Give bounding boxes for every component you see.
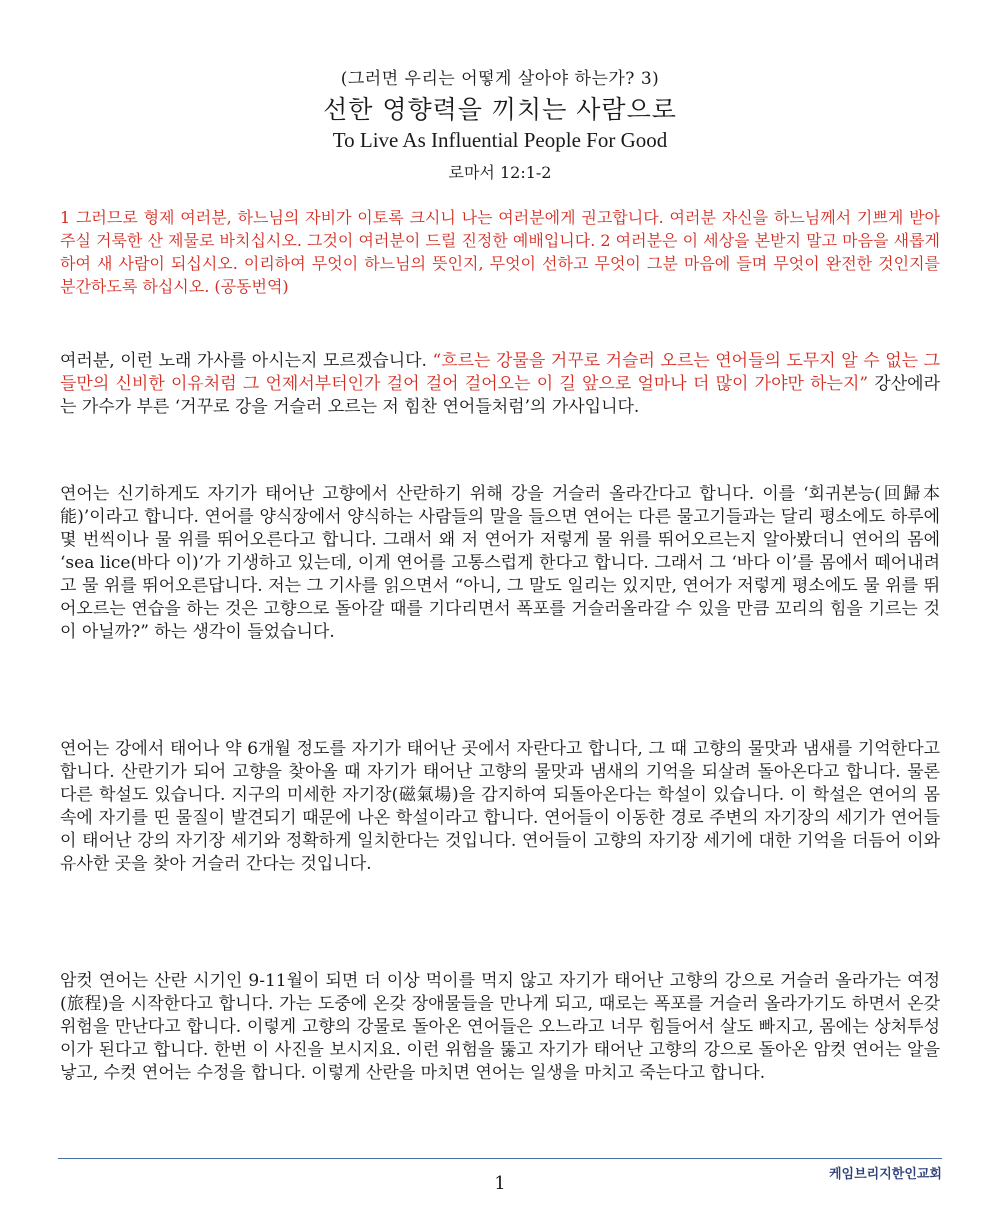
paragraph-1-end: 강산에라는 가수가 부른 ‘거꾸로 강을 거슬러 오르는 저 힘찬 연어들처럼’의 가사입니다. <box>60 374 940 417</box>
paragraph-3: 연어는 강에서 태어나 약 6개월 정도를 자기가 태어난 곳에서 자란다고 합니다, 그 때 고향의 물맛과 냄새를 기억한다고 합니다. 산란기가 되어 고향을 찾아올 때 자기가 태어난 고향의 물맛과 냄새의 기억을 되살려 돌아온다고 합니다. 물론 다른 학설도 있습니다. 지구의 미세한 자기장(磁氣場)을 감지하여 되돌아온다는 학설이 있습니다. 이 학설은 연어의 몸 속에 자기를 띤 물질이 발견되기 때문에 나온 학설이라고 합니다. 연어들이 이동한 경로 주변의 자기장의 세기가 연어들이 태어난 강의 자기장 세기와 정확하게 일치한다는 것입니다. 연어들이 고향의 자기장 세기에 대한 기억을 더듬어 이와 유사한 곳을 찾아 거슬러 간다는 것입니다. <box>60 739 940 874</box>
series-subtitle: (그러면 우리는 어떻게 살아야 하는가? 3) <box>340 69 660 89</box>
footer-divider <box>58 1158 942 1159</box>
song-lyrics-quote: “흐르는 강물을 거꾸로 거슬러 오르는 연어들의 도무지 알 수 없는 그들만의 신비한 이유처럼 그 언제서부터인가 걸어 걸어 걸어오는 이 길 앞으로 얼마나 더 많이 가야만 하는지” <box>60 351 940 394</box>
scripture-reference: 로마서 12:1-2 <box>448 163 552 182</box>
scripture-text: 1 그러므로 형제 여러분, 하느님의 자비가 이토록 크시니 나는 여러분에게 권고합니다. 여러분 자신을 하느님께서 기쁘게 받아 주실 거룩한 산 제물로 바치십시오. 그것이 여러분이 드릴 진정한 예배입니다. 2 여러분은 이 세상을 본받지 말고 마음을 새롭게 하여 새 사람이 되십시오. 이리하여 무엇이 하느님의 뜻인지, 무엇이 선하고 무엇이 그분 마음에 들며 무엇이 완전한 것인지를 분간하도록 하십시오. (공동번역) <box>60 208 940 296</box>
paragraph-4: 암컷 연어는 산란 시기인 9-11월이 되면 더 이상 먹이를 먹지 않고 자기가 태어난 고향의 강으로 거슬러 올라가는 여정(旅程)을 시작한다고 합니다. 가는 도중에 온갖 장애물들을 만나게 되고, 때로는 폭포를 거슬러 올라가기도 하면서 온갖 위험을 만난다고 합니다. 이렇게 고향의 강물로 돌아온 연어들은 오느라고 너무 힘들어서 살도 빠지고, 몸에는 상처투성이가 된다고 합니다. 한번 이 사진을 보시지요. 이런 위험을 뚫고 자기가 태어난 고향의 강으로 돌아온 암컷 연어는 알을 낳고, 수컷 연어는 수정을 합니다. 이렇게 산란을 마치면 연어는 일생을 마치고 죽는다고 합니다. <box>60 971 940 1083</box>
paragraph-1 <box>60 350 940 419</box>
english-title: To Live As Influential People For Good <box>332 128 668 152</box>
page-number: 1 <box>494 1173 506 1194</box>
sermon-title: 선한 영향력을 끼치는 사람으로 <box>323 95 677 124</box>
paragraph-1-intro: 여러분, 이런 노래 가사를 아시는지 모르겠습니다. <box>60 351 433 371</box>
church-name: 케임브리지한인교회 <box>828 1167 942 1182</box>
paragraph-2: 연어는 신기하게도 자기가 태어난 고향에서 산란하기 위해 강을 거슬러 올라간다고 합니다. 이를 ‘회귀본능(回歸本能)’이라고 합니다. 연어를 양식장에서 양식하는 사람들의 말을 들으면 연어는 다른 물고기들과는 달리 평소에도 하루에 몇 번씩이나 물 위를 뛰어오른다고 합니다. 그래서 왜 저 연어가 저렇게 물 위를 뛰어오르는지 알아봤더니 연어의 몸에 ‘sea lice(바다 이)’가 기생하고 있는데, 이게 연어를 고통스럽게 한다고 합니다. 그래서 그 ‘바다 이’를 몸에서 떼어내려고 물 위를 뛰어오른답니다. 저는 그 기사를 읽으면서 “아니, 그 말도 일리는 있지만, 연어가 저렇게 평소에도 물 위를 뛰어오르는 연습을 하는 것은 고향으로 돌아갈 때를 기다리면서 폭포를 거슬러올라갈 수 있을 만큼 꼬리의 힘을 기르는 것이 아닐까?” 하는 생각이 들었습니다. <box>60 484 940 642</box>
